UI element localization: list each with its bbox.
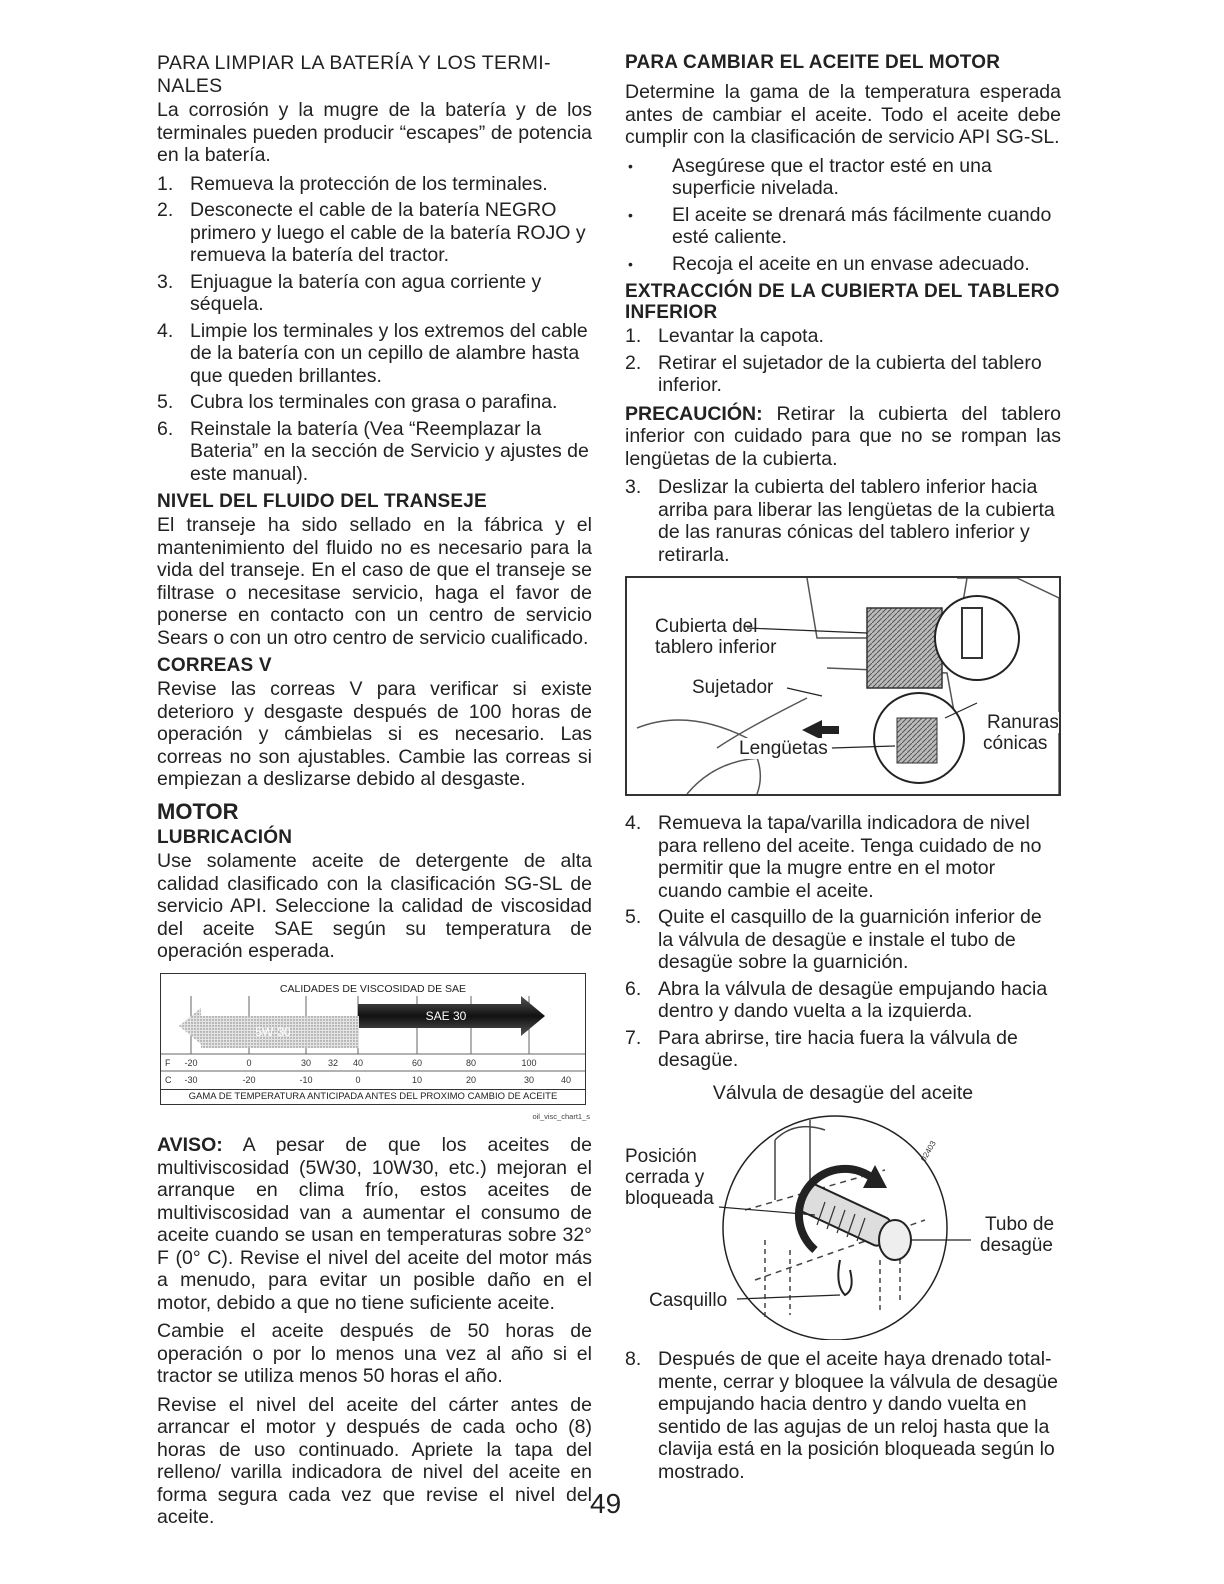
oil-change-heading: PARA CAMBIAR EL ACEITE DEL MOTOR <box>625 52 1001 73</box>
f-tick-label: 0 <box>246 1057 252 1068</box>
c-tick-label: 20 <box>465 1074 477 1085</box>
list-item: 4. Remueva la tapa/varilla indicadora de nivel para relleno del aceite. Tenga cuidado de no permitir que la mugre entre en el motor cuando cambie el aceite. <box>625 812 1042 902</box>
viscosity-chart-footer: GAMA DE TEMPERATURA ANTICIPADA ANTES DEL PROXIMO CAMBIO DE ACEITE <box>161 1089 585 1104</box>
battery-section-title: PARA LIMPIAR LA BATERÍA Y LOS TERMINALES <box>157 52 551 97</box>
slots-label: Ranuras <box>987 712 1059 733</box>
lubrication-text: Use solamente aceite de detergente de alta calidad clasificado con la clasificación SG-SL de servicio API. Seleccione la calidad de viscosidad del aceite SAE según su temperatura de operación esperada. <box>157 850 592 962</box>
list-item: 5. Cubra los terminales con grasa o parafina. <box>157 391 558 413</box>
oil-change-interval: Cambie el aceite después de 50 horas de operación o por lo menos una vez al año si el tractor se utiliza menos 50 horas el año. <box>157 1320 592 1387</box>
lubrication-heading: LUBRICACIÓN <box>157 827 293 848</box>
list-item: 7. Para abrirse, tire hacia fuera la válvula de desagüe. <box>625 1026 1018 1071</box>
fastener-label: Sujetador <box>692 677 774 698</box>
battery-intro: La corrosión y la mugre de la batería y de los terminales pueden producir “escapes” de potencia en la batería. <box>157 99 592 166</box>
c-tick-label: -20 <box>242 1074 256 1085</box>
dash-steps-list <box>625 325 1061 397</box>
list-item: 3. Enjuague la batería con agua corriente y séquela. <box>157 270 542 315</box>
part-number-label: 02403 <box>918 1139 938 1163</box>
list-item: • Recoja el aceite en un envase adecuado. <box>625 253 1061 276</box>
list-item: 1. Levantar la capota. <box>625 325 824 347</box>
chart-file-note: oil_visc_chart1_s <box>532 1111 590 1121</box>
transaxle-text: El transeje ha sido sellado en la fábrica y el mantenimiento del fluido no es necesario para la vida del transeje. En el caso de que el transeje se filtrase o necesitase servicio, haga el favor de ponerse en contacto con un centro de servicio Sears o con un otro centro de servicio cualificado. <box>157 514 592 649</box>
dash-step3-list <box>625 476 1061 566</box>
list-item: 3. Deslizar la cubierta del tablero inferior hacia arriba para liberar las lengüetas de la cubierta de las ranuras cónicas del tablero inferior y retirarla. <box>625 476 1055 566</box>
final-step-list <box>625 1348 1061 1483</box>
cover-label: Cubierta del <box>655 616 758 637</box>
c-tick-label: 10 <box>411 1074 423 1085</box>
f-axis-label: F <box>165 1057 171 1068</box>
c-tick-label: -10 <box>299 1074 313 1085</box>
right-column <box>625 52 1061 1489</box>
f-tick-label: 80 <box>465 1057 477 1068</box>
tabs-label: Lengüetas <box>739 738 828 759</box>
list-item: 6. Reinstale la batería (Vea “Reemplazar la Bateria” en la sección de Servicio y ajustes de este manual). <box>157 417 589 485</box>
closed-position-label: Posición <box>625 1146 697 1167</box>
5w30-label: 5W-30 <box>255 1024 291 1039</box>
sae30-label: SAE 30 <box>425 1008 467 1023</box>
viscosity-chart-graphic <box>161 974 585 1090</box>
f-tick-label: 100 <box>521 1057 537 1068</box>
c-tick-label: 0 <box>355 1074 361 1085</box>
aviso-label: AVISO: <box>157 1134 223 1156</box>
belts-heading: CORREAS V <box>157 655 272 676</box>
viscosity-chart-title: CALIDADES DE VISCOSIDAD DE SAE <box>279 982 467 995</box>
list-item: 2. Desconecte el cable de la batería NEGRO primero y luego el cable de la batería ROJO y remueva la batería del tractor. <box>157 199 586 266</box>
oil-check-instructions: Revise el nivel del aceite del cárter antes de arrancar el motor y después de cada ocho (8) horas de uso continuado. Apriete la tapa del relleno/ varilla indicadora de nivel del aceite en forma segura cada vez que revise el nivel del aceite. <box>157 1393 592 1528</box>
battery-steps-list <box>157 173 592 486</box>
drain-valve-figure-title: Válvula de desagüe del aceite <box>712 1081 974 1104</box>
viscosity-chart <box>160 973 586 1105</box>
drain-tube-label: Tubo de <box>985 1214 1055 1235</box>
caution-paragraph: PRECAUCIÓN: Retirar la cubierta del tablero inferior con cuidado para que no se rompan las lengüetas de la cubierta. <box>625 402 1061 470</box>
page-number: 49 <box>590 1488 622 1519</box>
f-tick-label: 60 <box>411 1057 423 1068</box>
transaxle-heading: NIVEL DEL FLUIDO DEL TRANSEJE <box>157 491 487 512</box>
drain-steps-list <box>625 812 1061 1072</box>
c-tick-label: -30 <box>184 1074 198 1085</box>
list-item: 1. Remueva la protección de los terminales. <box>157 172 548 195</box>
c-tick-label: 30 <box>523 1074 535 1085</box>
cover-label-line2: tablero inferior <box>655 637 777 658</box>
list-item: • Asegúrese que el tractor esté en una superficie nivelada. <box>625 155 1061 200</box>
dash-cover-heading: EXTRACCIÓN DE LA CUBIERTA DEL TABLERO INFERIOR <box>625 281 1060 323</box>
slots-label-line2: cónicas <box>983 733 1048 754</box>
cap-label: Casquillo <box>649 1290 728 1311</box>
list-item: • El aceite se drenará más fácilmente cuando esté caliente. <box>625 204 1061 249</box>
caution-label: PRECAUCIÓN: <box>625 402 763 425</box>
oil-change-intro: Determine la gama de la temperatura esperada antes de cambiar el aceite. Todo el aceite debe cumplir con la clasificación de servicio API SG-SL. <box>625 81 1061 148</box>
closed-position-label-line3: bloqueada <box>625 1188 714 1209</box>
dash-cover-figure <box>625 576 1061 796</box>
list-item: 6. Abra la válvula de desagüe empujando hacia dentro y dando vuelta a la izquierda. <box>625 977 1048 1022</box>
f-tick-label: 32 <box>327 1057 339 1068</box>
list-item: 2. Retirar el sujetador de la cubierta del tablero inferior. <box>625 351 1042 396</box>
c-tick-label: 40 <box>560 1074 572 1085</box>
motor-heading: MOTOR <box>157 798 239 824</box>
f-tick-label: -20 <box>184 1057 198 1068</box>
oil-bullet-list <box>625 155 1061 276</box>
aviso-paragraph: AVISO: A pesar de que los aceites de multiviscosidad (5W30, 10W30, etc.) mejoran el arranque en clima frío, estos aceites de multiviscosidad van a aumentar el consumo de aceite cuando se usan en temperaturas sobre 32° F (0° C). Revise el nivel del aceite del motor más a menudo, para evitar un posible daño en el motor, debido a que no tiene suficiente aceite. <box>157 1134 592 1314</box>
c-axis-label: C <box>165 1074 172 1085</box>
f-tick-label: 40 <box>352 1057 364 1068</box>
list-item: 8. Después de que el aceite haya drenado total-mente, cerrar y bloquee la válvula de desagüe empujando hacia dentro y dando vuelta en sentido de las agujas de un reloj hasta que la clavija está en la posición bloqueada según lo mostrado. <box>625 1348 1058 1483</box>
drain-valve-figure <box>625 1110 1061 1340</box>
closed-position-label-line2: cerrada y <box>625 1167 705 1188</box>
left-column <box>157 52 592 1535</box>
f-tick-label: 30 <box>300 1057 312 1068</box>
belts-text: Revise las correas V para verificar si existe deterioro y desgaste después de 100 horas de operación y cámbielas si es necesario. Las correas no son ajustables. Cambie las correas si empiezan a deslizarse debido al desgaste. <box>157 678 592 790</box>
list-item: 5. Quite el casquillo de la guarnición inferior de la válvula de desagüe e instale el tubo de desagüe sobre la guarnición. <box>625 906 1042 973</box>
drain-tube-label-line2: desagüe <box>980 1235 1053 1256</box>
list-item: 4. Limpie los terminales y los extremos del cable de la batería con un cepillo de alambre hasta que queden brillantes. <box>157 319 588 387</box>
